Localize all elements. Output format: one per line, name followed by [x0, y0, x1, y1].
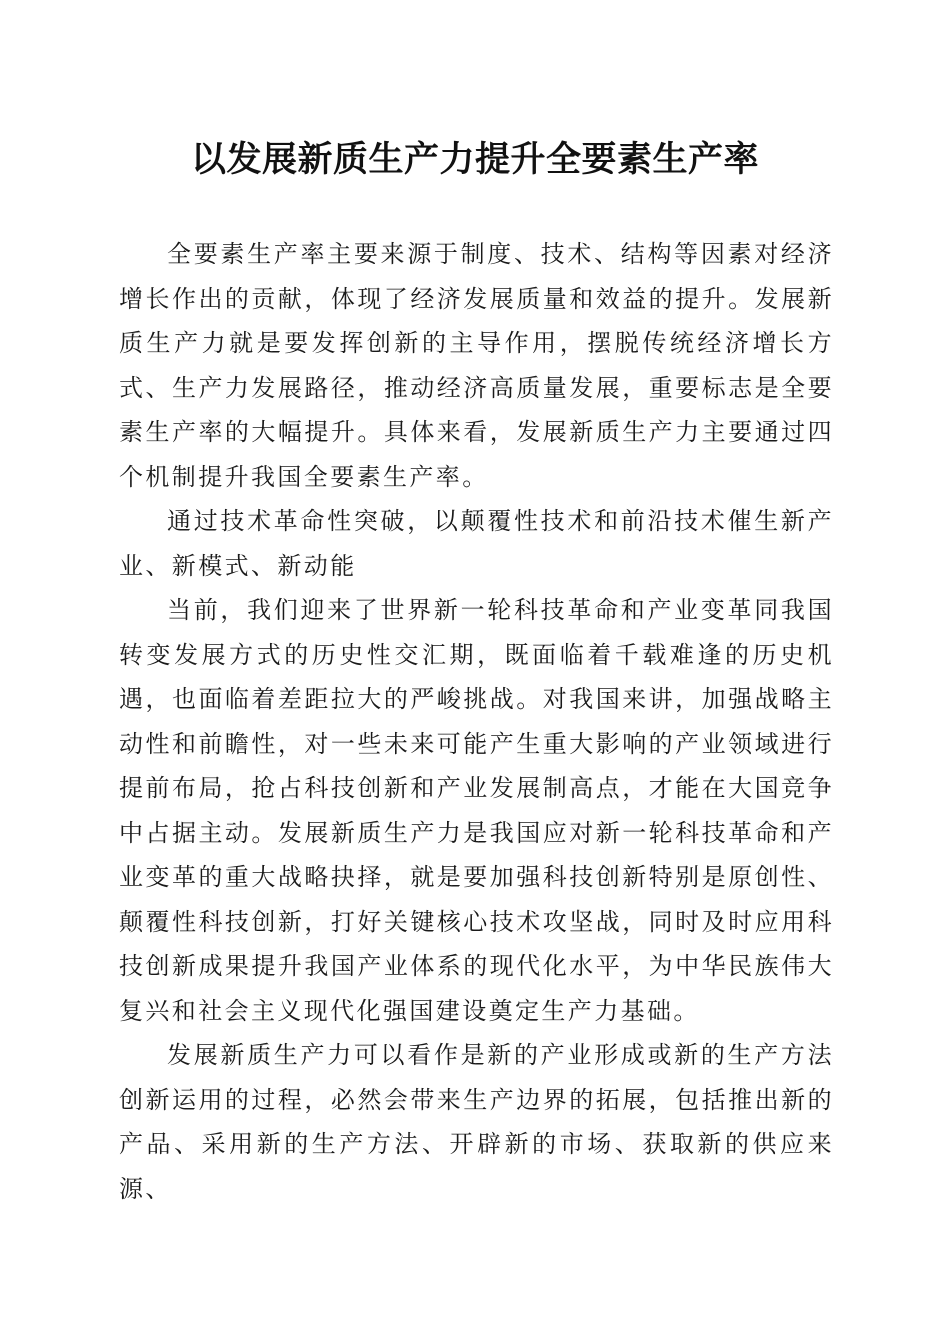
document-title: 以发展新质生产力提升全要素生产率: [190, 139, 759, 180]
paragraph-section-heading: 通过技术革命性突破，以颠覆性技术和前沿技术催生新产业、新模式、新动能: [119, 507, 834, 580]
paragraph-intro: 全要素生产率主要来源于制度、技术、结构等因素对经济增长作出的贡献，体现了经济发展质量和效益的提升。发展新质生产力就是要发挥创新的主导作用，摆脱传统经济增长方式、生产力发展路径，推动经济高质量发展，重要标志是全要素生产率的大幅提升。具体来看，发展新质生产力主要通过四个机制提升我国全要素生产率。: [119, 240, 834, 491]
paragraph-production-boundary: 发展新质生产力可以看作是新的产业形成或新的生产方法创新运用的过程，必然会带来生产边界的拓展，包括推出新的产品、采用新的生产方法、开辟新的市场、获取新的供应来源、: [119, 1041, 834, 1203]
paragraph-current-situation: 当前，我们迎来了世界新一轮科技革命和产业变革同我国转变发展方式的历史性交汇期，既面临着千载难逢的历史机遇，也面临着差距拉大的严峻挑战。对我国来讲，加强战略主动性和前瞻性，对一些未来可能产生重大影响的产业领域进行提前布局，抢占科技创新和产业发展制高点，才能在大国竞争中占据主动。发展新质生产力是我国应对新一轮科技革命和产业变革的重大战略抉择，就是要加强科技创新特别是原创性、颠覆性科技创新，打好关键核心技术攻坚战，同时及时应用科技创新成果提升我国产业体系的现代化水平，为中华民族伟大复兴和社会主义现代化强国建设奠定生产力基础。: [119, 596, 834, 1025]
document-body: [119, 232, 834, 1211]
